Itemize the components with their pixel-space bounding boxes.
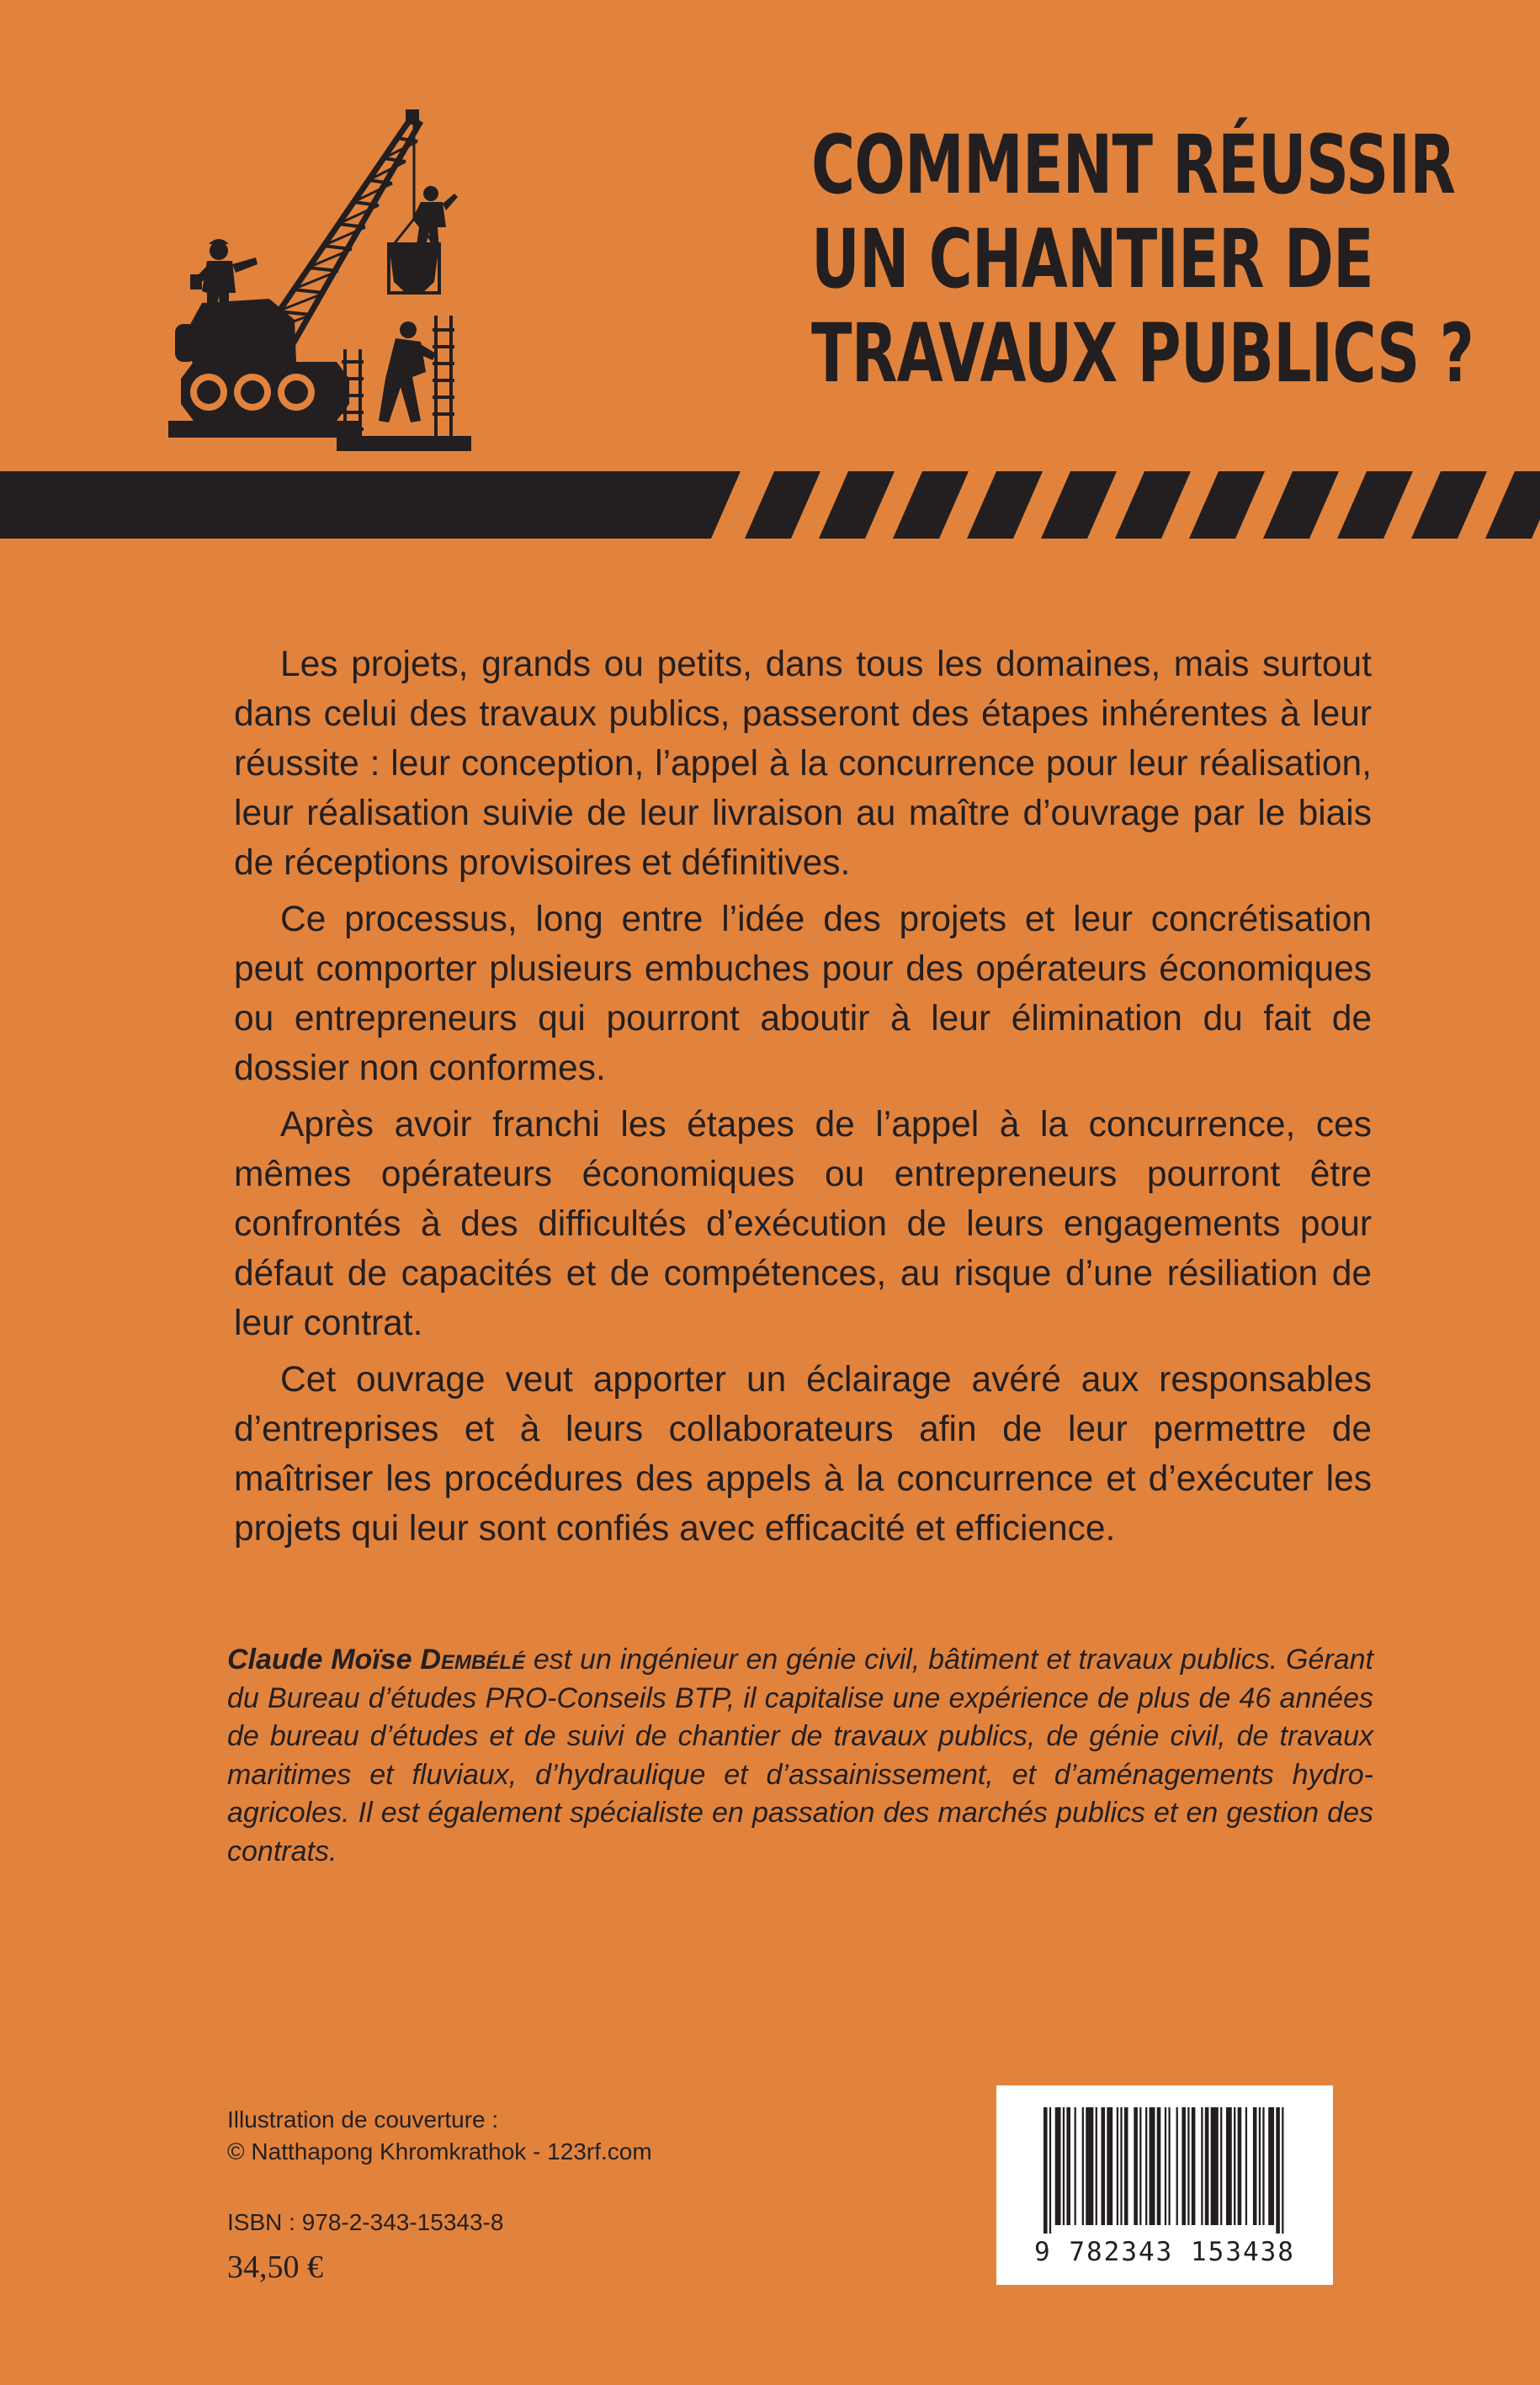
barcode-bar xyxy=(1157,2107,1161,2225)
barcode-bar xyxy=(1055,2107,1061,2225)
barcode-bar xyxy=(1066,2107,1070,2225)
barcode-bar xyxy=(1192,2107,1196,2225)
barcode-bar xyxy=(1117,2107,1118,2225)
barcode-bar xyxy=(1262,2107,1264,2225)
barcode-bar xyxy=(1268,2107,1274,2225)
excavator-icon xyxy=(168,299,362,438)
illustration-credits xyxy=(227,2104,652,2168)
summary-paragraph: Ce processus, long entre l’idée des projets et leur concrétisation peut comporter plusieurs embuches pour des opérateurs économiques ou entrepreneurs qui pourront aboutir à leur élimination du fait de dossier non conformes. xyxy=(234,900,1372,1088)
barcode-bar xyxy=(1245,2107,1247,2225)
barcode-bar xyxy=(1182,2107,1186,2225)
barcode-bar xyxy=(1063,2107,1065,2225)
title-line-1: COMMENT RÉUSSIR xyxy=(811,118,1456,212)
barcode-bar xyxy=(1211,2107,1219,2225)
isbn: ISBN : 978-2-343-15343-8 xyxy=(227,2209,504,2235)
cover-title xyxy=(811,118,1474,401)
barcode-bar xyxy=(1226,2107,1232,2225)
worker-on-bucket-icon xyxy=(412,186,458,251)
barcode-bar xyxy=(1086,2107,1093,2225)
worker-crouching-icon xyxy=(379,321,436,422)
barcode-bar xyxy=(1049,2107,1051,2234)
barcode-bar xyxy=(1201,2107,1203,2225)
price: 34,50 € xyxy=(227,2250,323,2285)
barcode-bar xyxy=(1120,2107,1122,2225)
barcode-bar xyxy=(1102,2107,1106,2225)
barcode-digits: 9 782343 153438 xyxy=(1034,2237,1295,2267)
barcode-bar xyxy=(1124,2107,1128,2225)
summary-paragraph: Les projets, grands ou petits, dans tous les domaines, mais surtout dans celui des travaux publics, passeront des étapes inhérentes à leur réussite : leur conception, l’appel à la concurrence pour leur réalisation, leur réalisation suivie de leur livraison au maître d’ouvrage par le biais de réceptions provisoires et définitives. xyxy=(234,645,1372,883)
barcode-bar xyxy=(1107,2107,1113,2225)
barcode-bar xyxy=(1165,2107,1166,2225)
barcode-bar xyxy=(1096,2107,1097,2225)
barcode-bar xyxy=(1187,2107,1189,2225)
barcode-bar xyxy=(1220,2107,1222,2225)
title-line-3: TRAVAUX PUBLICS ? xyxy=(811,306,1474,401)
summary-paragraph: Cet ouvrage veut apporter un éclairage avéré aux responsables d’entreprises et à leurs collaborateurs afin de leur permettre de maîtriser les procédures des appels à la concurrence et d’exécuter les projets qui leur sont confiés avec efficacité et efficience. xyxy=(234,1360,1372,1548)
barcode-bar xyxy=(1075,2107,1076,2225)
barcode-bar xyxy=(1205,2107,1209,2225)
barcode-bar xyxy=(1253,2107,1257,2225)
barcode-bar xyxy=(1145,2107,1147,2225)
author-last-name: Dembélé xyxy=(420,1644,525,1676)
hazard-stripe-band xyxy=(0,471,1540,539)
author-biography xyxy=(227,1641,1373,1871)
barcode-bar xyxy=(1168,2107,1170,2225)
barcode-bar xyxy=(1150,2107,1155,2225)
author-bio-paragraph xyxy=(227,1641,1373,1871)
barcode-bar xyxy=(1238,2107,1242,2225)
barcode-bar xyxy=(1282,2107,1283,2234)
barcode-bar xyxy=(1139,2107,1141,2225)
author-bio-text: est un ingénieur en génie civil, bâtiment et travaux publics. Gérant du Bureau d’études PRO-Conseils BTP, il capitalise une expérience de plus de 46 années de bureau d’études et de suivi de chantier de travaux publics, de génie civil, de travaux maritimes et fluviaux, d’hydraulique et d’assainissement, et d’aménagements hydro-agricoles. Il est également spécialiste en passation des marchés publics et en gestion des contrats. xyxy=(227,1644,1373,1867)
barcode-bar xyxy=(1259,2107,1261,2225)
barcode-icon xyxy=(1043,2107,1288,2234)
back-cover-summary xyxy=(234,640,1372,1560)
title-line-2: UN CHANTIER DE xyxy=(811,212,1373,306)
credits-label: Illustration de couverture : xyxy=(227,2106,499,2133)
barcode-bar xyxy=(1176,2107,1178,2225)
barcode-bar xyxy=(1043,2107,1048,2234)
author-first-name: Claude Moïse xyxy=(227,1644,412,1676)
credits-value: © Natthapong Khromkrathok - 123rf.com xyxy=(227,2138,652,2165)
barcode-bar xyxy=(1134,2107,1138,2225)
barcode-bar xyxy=(1234,2107,1235,2225)
barcode-box xyxy=(996,2085,1333,2285)
construction-site-illustration xyxy=(168,109,505,471)
barcode-bar xyxy=(1082,2107,1084,2225)
barcode-bar xyxy=(1276,2107,1280,2234)
summary-paragraph: Après avoir franchi les étapes de l’appel à la concurrence, ces mêmes opérateurs économiques ou entrepreneurs pourront être confrontés à des difficultés d’exécution de leurs engagements pour défaut de capacités et de compétences, au risque d’une résiliation de leur contrat. xyxy=(234,1105,1372,1343)
